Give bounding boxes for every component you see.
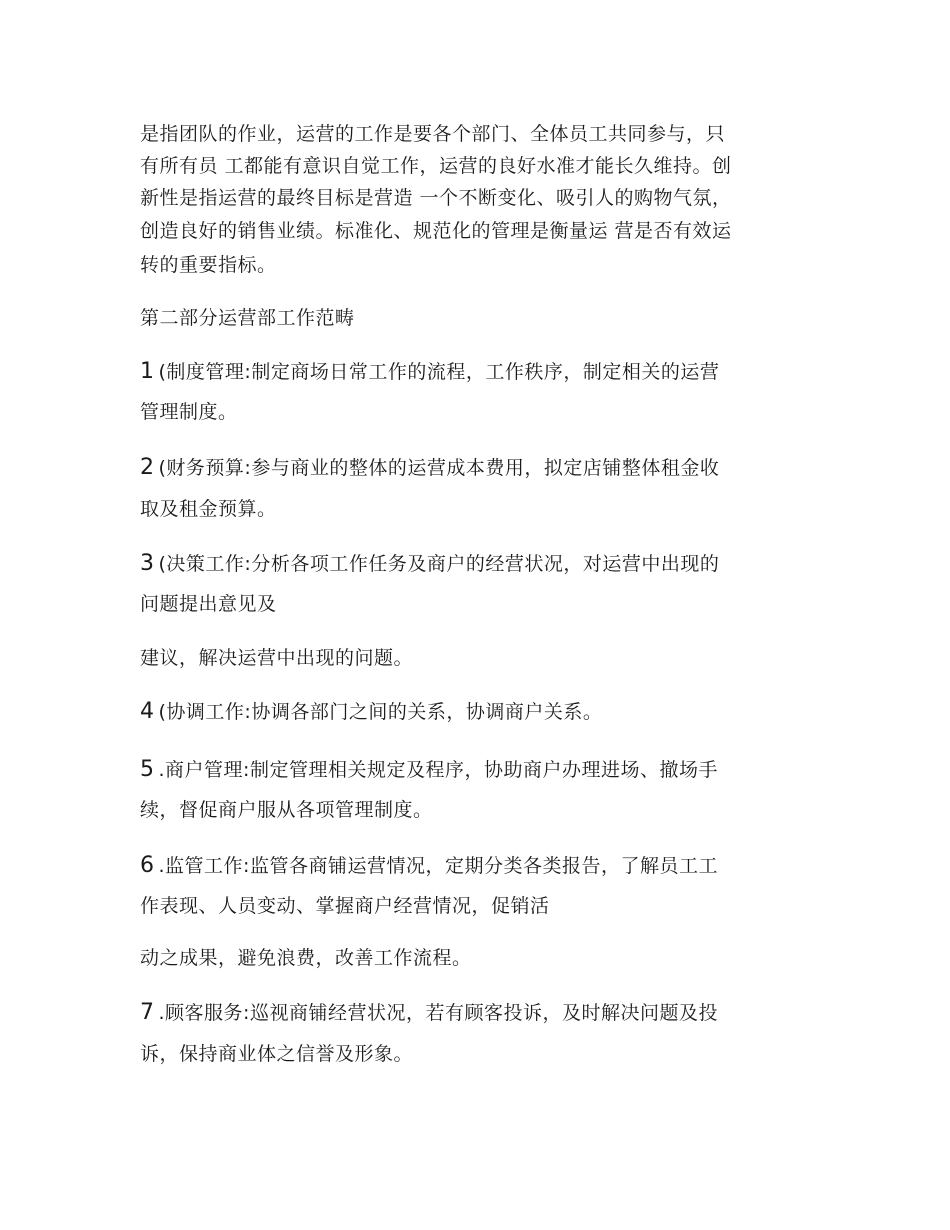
item-7-line-0 — [140, 1000, 718, 1026]
item-number: 4 — [140, 699, 155, 724]
item-6-line-0 — [140, 853, 718, 879]
item-2-line-1: 取及租金预算。 — [140, 498, 277, 520]
item-3-line-1: 问题提出意见及 — [140, 593, 277, 615]
item-text: .监管工作:监管各商铺运营情况，定期分类各类报告，了解员工工 — [158, 855, 718, 877]
item-4-line-0 — [140, 699, 602, 725]
item-3-line-0 — [140, 551, 719, 577]
paragraph-0-line-3: 创造良好的销售业绩。标准化、规范化的管理是衡量运 营是否有效运 — [140, 220, 732, 242]
item-number: 1 — [140, 359, 155, 384]
item-3-continuation: 建议，解决运营中出现的问题。 — [140, 647, 414, 669]
item-5-line-0 — [140, 757, 718, 783]
item-number: 7 — [140, 1000, 155, 1025]
item-number: 3 — [140, 551, 155, 576]
item-text: .顾客服务:巡视商铺经营状况，若有顾客投诉，及时解决问题及投 — [158, 1002, 718, 1024]
item-number: 5 — [140, 757, 155, 782]
section-heading: 第二部分运营部工作范畴 — [140, 307, 355, 329]
paragraph-0-line-2: 新性是指运营的最终目标是营造 一个不断变化、吸引人的购物气氛， — [140, 187, 732, 209]
item-7-line-1: 诉，保持商业体之信誉及形象。 — [140, 1043, 414, 1065]
item-1-line-0 — [140, 359, 719, 385]
item-number: 2 — [140, 455, 155, 480]
item-text: (协调工作:协调各部门之间的关系，协调商户关系。 — [158, 701, 603, 723]
paragraph-0-line-0: 是指团队的作业，运营的工作是要各个部门、全体员工共同参与，只 — [140, 123, 726, 145]
item-text: (财务预算:参与商业的整体的运营成本费用，拟定店铺整体租金收 — [158, 457, 720, 479]
item-text: (制度管理:制定商场日常工作的流程，工作秩序，制定相关的运营 — [158, 361, 720, 383]
item-text: .商户管理:制定管理相关规定及程序，协助商户办理进场、撤场手 — [158, 759, 718, 781]
item-6-continuation: 动之成果，避免浪费，改善工作流程。 — [140, 947, 472, 969]
item-1-line-1: 管理制度。 — [140, 401, 238, 423]
paragraph-0-line-4: 转的重要指标。 — [140, 254, 277, 276]
item-6-line-1: 作表现、人员变动、掌握商户经营情况，促销活 — [140, 895, 550, 917]
item-5-line-1: 续，督促商户服从各项管理制度。 — [140, 799, 433, 821]
paragraph-0-line-1: 有所有员 工都能有意识自觉工作，运营的良好水准才能长久维持。创 — [140, 155, 732, 177]
item-text: (决策工作:分析各项工作任务及商户的经营状况，对运营中出现的 — [158, 553, 720, 575]
item-number: 6 — [140, 853, 155, 878]
item-2-line-0 — [140, 455, 719, 481]
